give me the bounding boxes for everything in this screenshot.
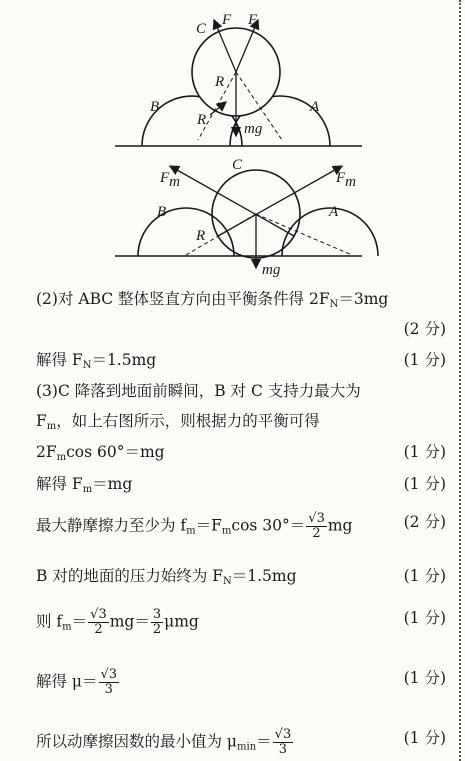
ball-B xyxy=(138,208,234,256)
solution-line-8: B 对的地面的压力始终为 $F_N=1.5mg$ (1 分) xyxy=(36,567,446,587)
solution-line-1: (2)对 ABC 整体竖直方向由平衡条件得 $2F_N=3mg$ xyxy=(36,290,389,310)
solution-line-10: 解得 μ＝ $\frac{√3}{3}$ (1 分) xyxy=(36,667,446,697)
solution-line-9: 则 $f_m=$ $\frac{√3}{2}$ mg＝ $\frac{3}{2}$ μmg (1 分) xyxy=(36,607,446,637)
label-R: R xyxy=(196,228,206,244)
label-C: C xyxy=(196,21,207,37)
solution-line-7: 最大静摩擦力至少为 $f_m=F_m\cos$ 30°＝ $\frac{√3}{2}$ mg (2 分) xyxy=(36,511,446,541)
fraction: $\frac{√3}{3}$ xyxy=(100,667,118,697)
label-F-right: F xyxy=(248,12,258,28)
label-F-left: F xyxy=(222,12,232,28)
label-R-upper: R xyxy=(215,74,225,90)
label-A: A xyxy=(329,204,339,220)
figure-top xyxy=(0,0,465,150)
label-C: C xyxy=(232,157,243,173)
solution-line-6: 解得 $F_m=mg$ (1 分) xyxy=(36,475,446,495)
label-F-left: Fm xyxy=(160,170,181,190)
label-R-lower: R xyxy=(197,112,207,128)
label-mg: mg xyxy=(262,262,281,278)
label-F-right: Fm xyxy=(336,170,357,190)
solution-line-2: 解得 $F_N=1.5mg$ (1 分) xyxy=(36,351,446,371)
label-B: B xyxy=(150,99,160,115)
radius-dash-right xyxy=(256,214,352,255)
fraction: $\frac{√3}{2}$ xyxy=(90,607,107,637)
solution-line-4: $F_m$，如上右图所示，则根据力的平衡可得 xyxy=(36,412,320,432)
label-B: B xyxy=(157,204,167,220)
label-A: A xyxy=(310,99,320,115)
label-mg: mg xyxy=(244,121,263,137)
solution-line-11: 所以动摩擦因数的最小值为 $\mu_{min}=$ $\frac{√3}{3}$ (1 分) xyxy=(36,727,446,757)
solution-line-3: (3)C 降落到地面前瞬间，B 对 C 支持力最大为 xyxy=(36,382,361,400)
fraction: $\frac{√3}{2}$ xyxy=(308,511,325,541)
fraction: $\frac{3}{2}$ xyxy=(152,607,162,637)
fraction: $\frac{√3}{3}$ xyxy=(274,727,292,757)
solution-line-5: $2F_m\cos$ 60°＝mg (1 分) xyxy=(36,443,446,463)
figure-bottom xyxy=(0,150,465,280)
